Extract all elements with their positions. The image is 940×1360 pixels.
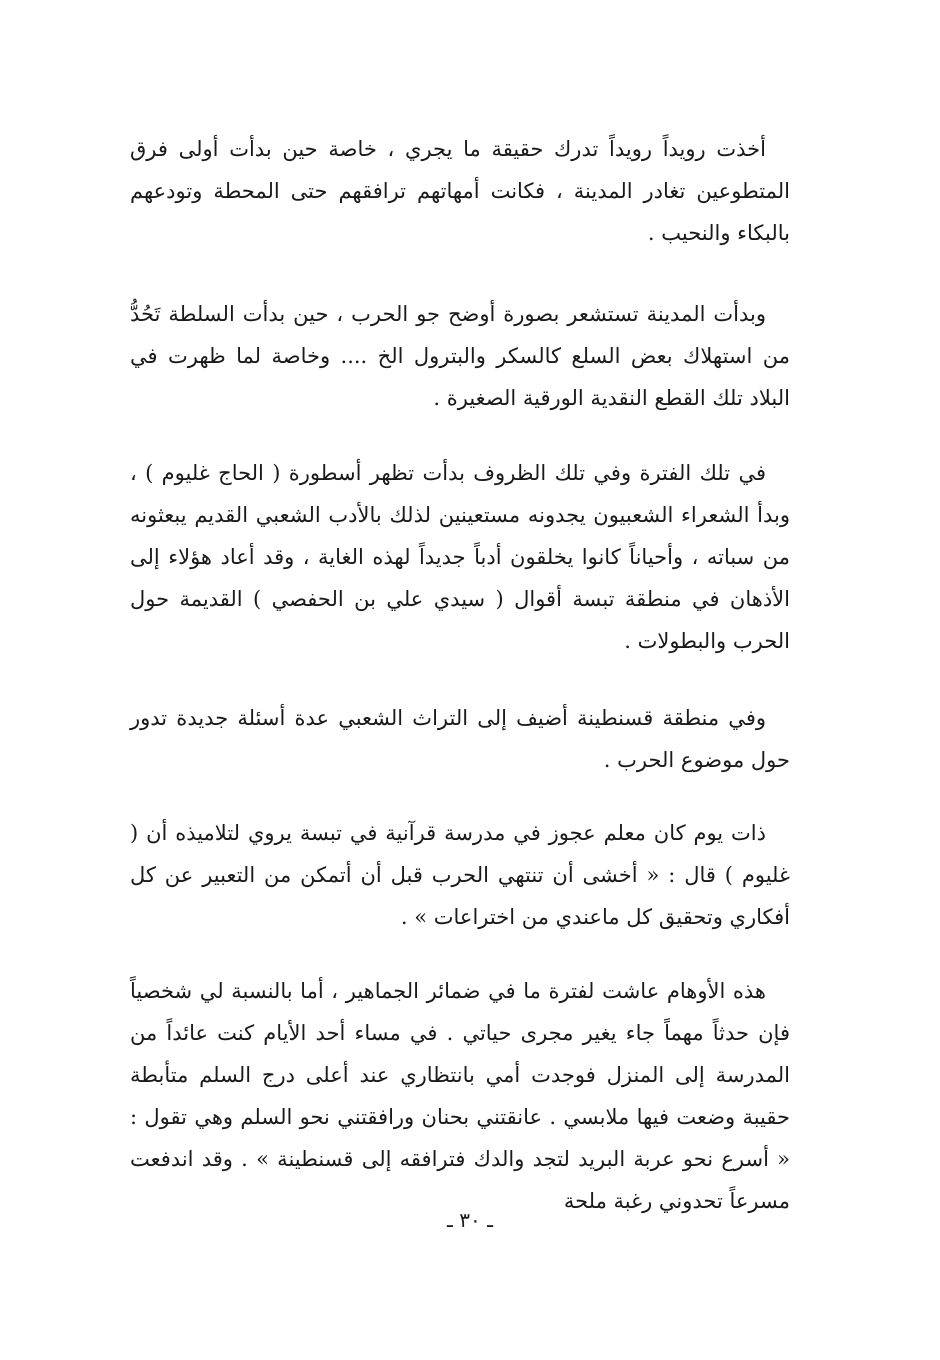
paragraph-4: وفي منطقة قسنطينة أضيف إلى التراث الشعبي عدة أسئلة جديدة تدور حول موضوع الحرب . bbox=[130, 706, 790, 772]
paragraph-2: وبدأت المدينة تستشعر بصورة أوضح جو الحرب ، حين بدأت السلطة تَحُدُّ من استهلاك بعض السلع كالسكر والبترول الخ .... وخاصة لما ظهرت في البلاد تلك القطع النقدية الورقية الصغيرة . bbox=[130, 302, 790, 410]
paragraph-6: هذه الأوهام عاشت لفترة ما في ضمائر الجماهير ، أما بالنسبة لي شخصياً فإن حدثاً مهماً جاء يغير مجرى حياتي . في مساء أحد الأيام كنت عائداً من المدرسة إلى المنزل فوجدت أمي بانتظاري عند أعلى درج السلم متأبطة حقيبة وضعت فيها ملابسي . عانقتني بحنان ورافقتني نحو السلم وهي تقول : « أسرع نحو عربة البريد لتجد والدك فترافقه إلى قسنطينة » . وقد اندفعت مسرعاً تحدوني رغبة ملحة bbox=[130, 979, 790, 1213]
paragraph-1: أخذت رويداً رويداً تدرك حقيقة ما يجري ، خاصة حين بدأت أولى فرق المتطوعين تغادر المدينة ، فكانت أمهاتهم ترافقهم حتى المحطة وتودعهم بالبكاء والنحيب . bbox=[130, 137, 790, 245]
paragraph-3: في تلك الفترة وفي تلك الظروف بدأت تظهر أسطورة ( الحاج غليوم ) ، وبدأ الشعراء الشعبيون يجدونه مستعينين لذلك بالأدب الشعبي القديم يبعثونه من سباته ، وأحياناً كانوا يخلقون أدباً جديداً لهذه الغاية ، وقد أعاد هؤلاء إلى الأذهان في منطقة تبسة أقوال ( سيدي علي بن الحفصي ) القديمة حول الحرب والبطولات . bbox=[130, 461, 790, 653]
paragraph-5: ذات يوم كان معلم عجوز في مدرسة قرآنية في تبسة يروي لتلاميذه أن ( غليوم ) قال : « أخشى أن تنتهي الحرب قبل أن أتمكن من التعبير عن كل أفكاري وتحقيق كل ماعندي من اختراعات » . bbox=[130, 821, 790, 929]
page-number: ـ ٣٠ ـ bbox=[447, 1208, 493, 1232]
